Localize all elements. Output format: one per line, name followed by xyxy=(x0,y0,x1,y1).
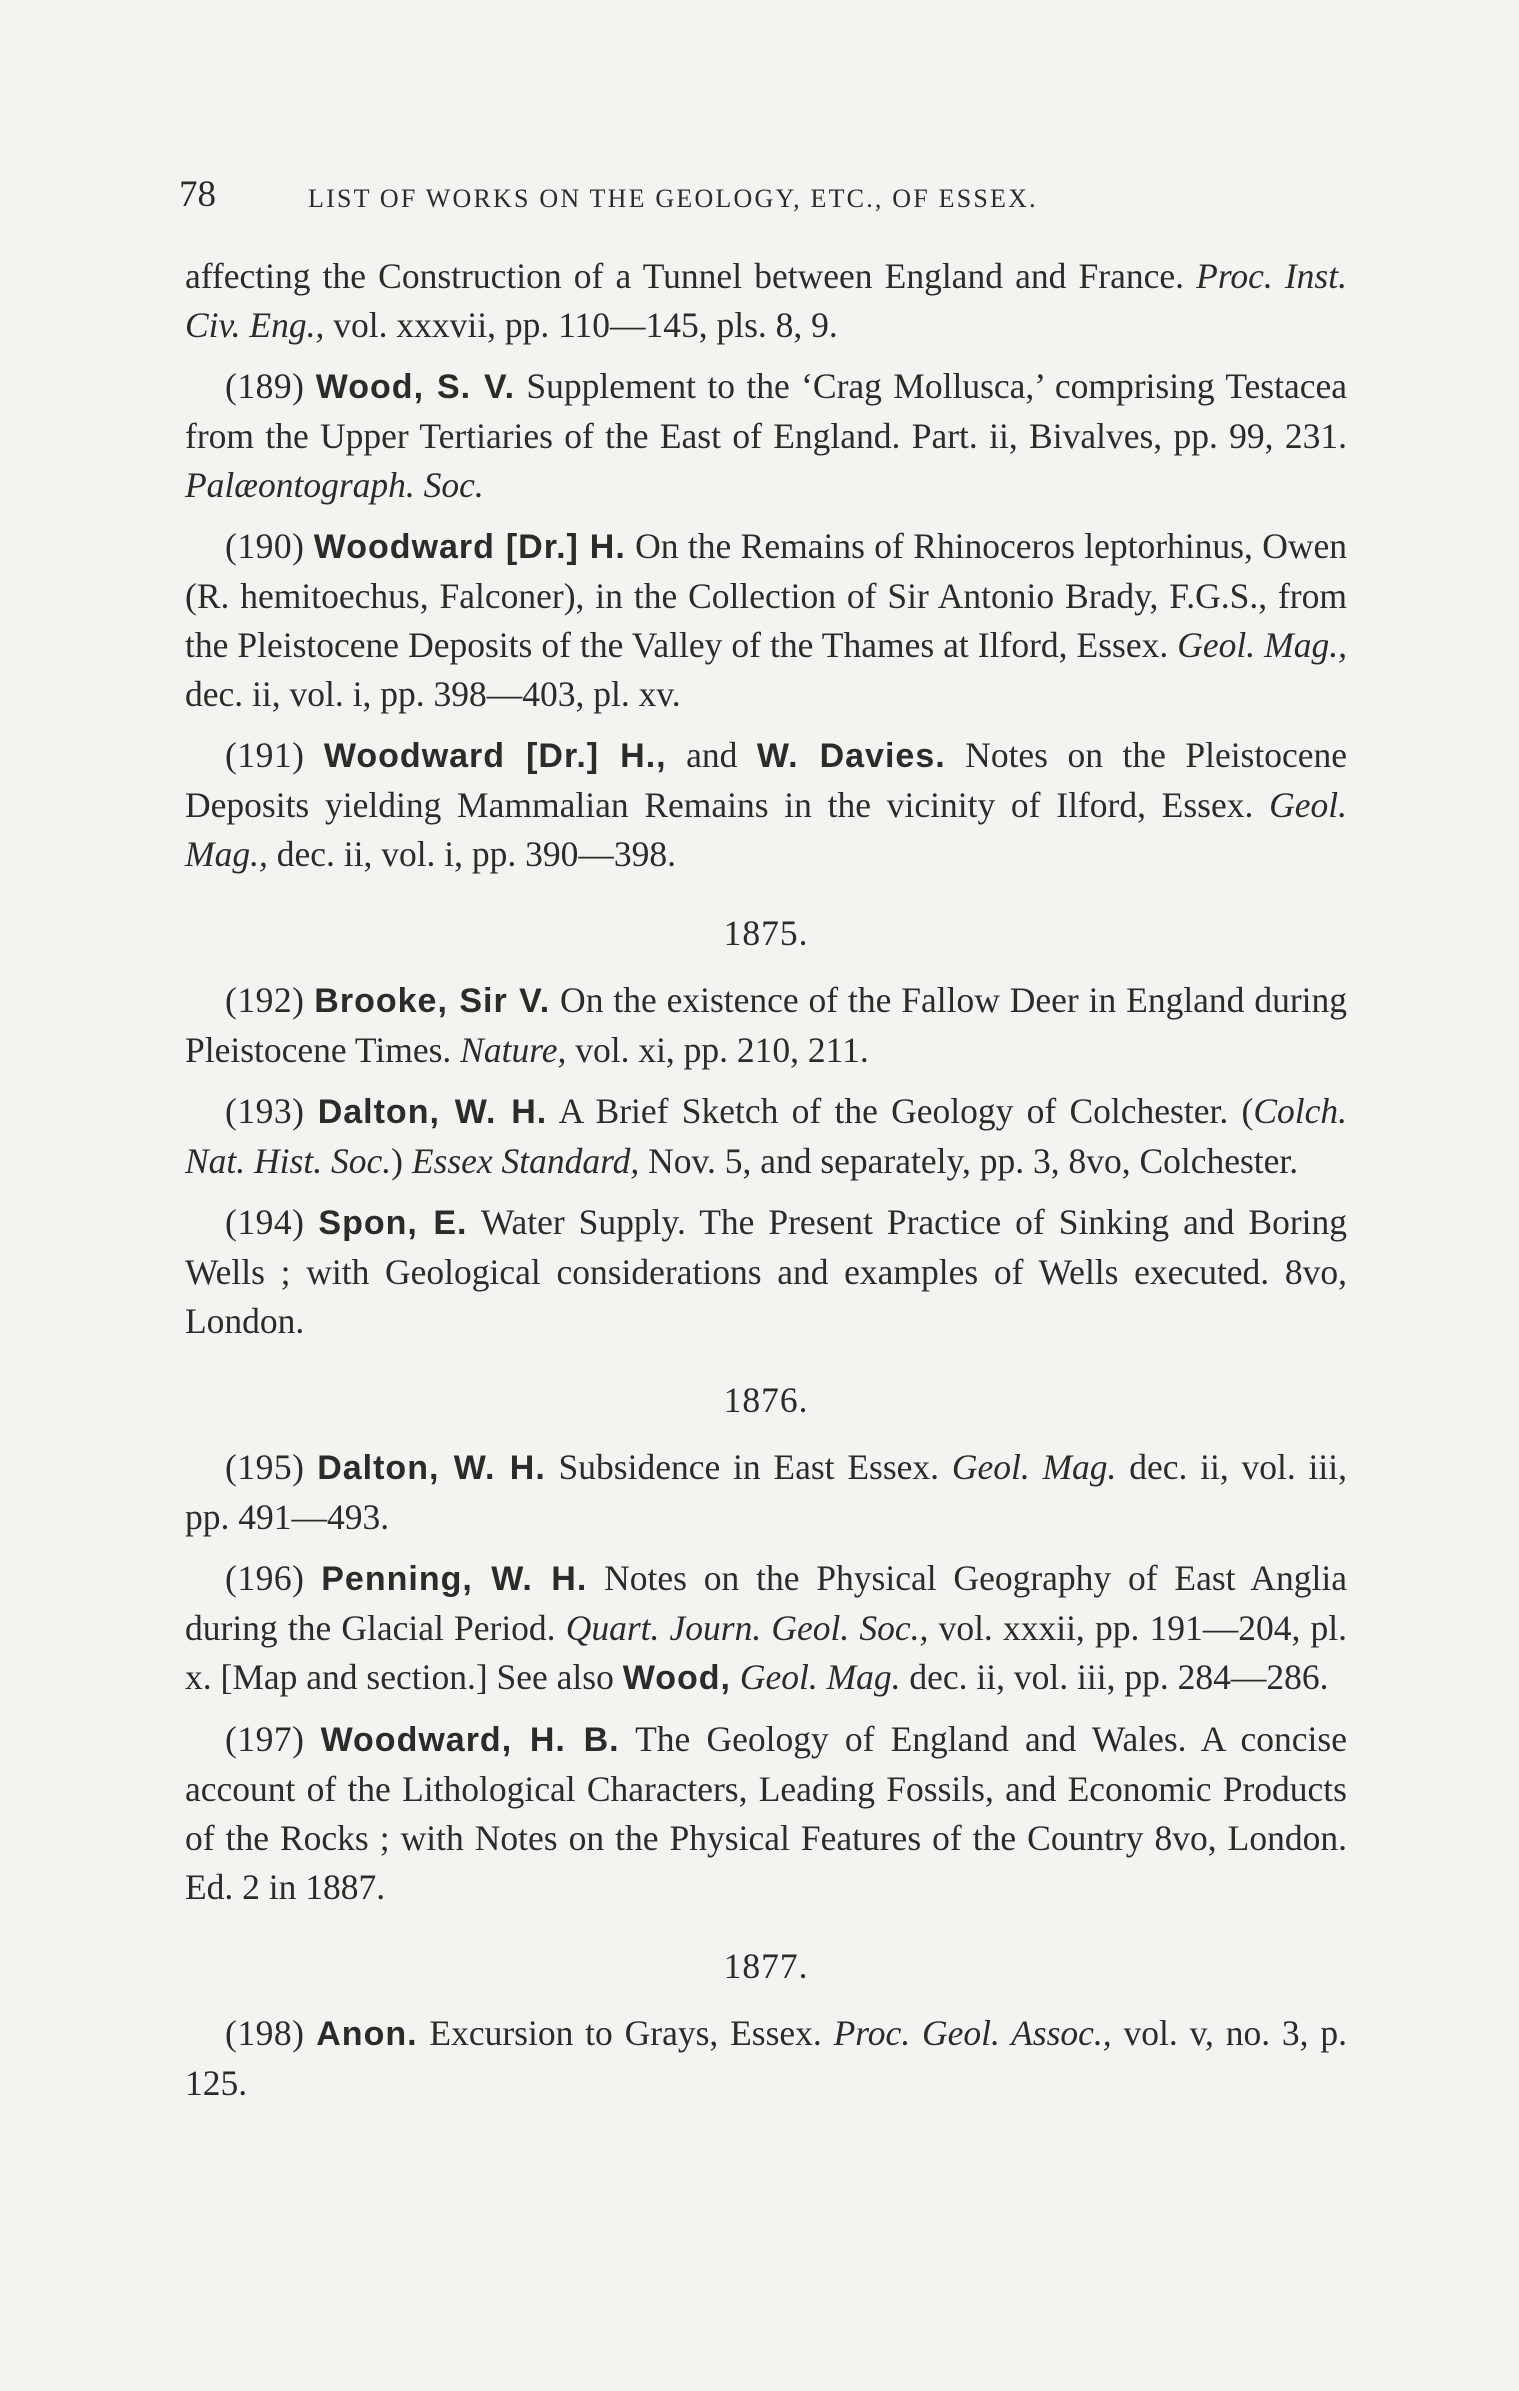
entry-spacer xyxy=(731,1657,740,1697)
entry-text: The Geology of England and Wales. A concise account of the Lithological Characters, Leading Fossils, and Economic Products of the Rocks ; with Notes on the Physical Features of the Country 8vo, London. Ed. 2 in 1887. xyxy=(185,1719,1347,1907)
year-heading-1876: 1876. xyxy=(723,1380,809,1420)
bibliography-entry-198 xyxy=(185,2009,1347,2108)
entry-author: Anon. xyxy=(316,2015,418,2053)
entry-text: Supplement to the ‘Crag Mollusca,’ comprising Testacea from the Upper Tertiaries of the East of England. Part. ii, Bivalves, pp. 99, 231. xyxy=(185,366,1347,456)
entry-text: affecting the Construction of a Tunnel between England and France. xyxy=(185,256,1184,296)
bibliography-entry-189 xyxy=(185,362,1347,510)
journal-title: Nature, xyxy=(460,1030,567,1070)
newspaper-title: Essex Standard, xyxy=(411,1141,640,1181)
entry-citation: vol. xi, pp. 210, 211. xyxy=(566,1030,869,1070)
bibliography-entry-190 xyxy=(185,522,1347,719)
year-heading-1875: 1875. xyxy=(723,913,809,953)
entry-citation: vol. v, no. 3, p. 125. xyxy=(185,2013,1348,2103)
entry-text: Excursion to Grays, Essex. xyxy=(417,2013,834,2053)
journal-title-2: Geol. Mag. xyxy=(739,1657,901,1697)
entry-conjunction: and xyxy=(666,735,757,775)
bibliography-entry-191 xyxy=(185,731,1347,879)
entry-number: (191) xyxy=(225,735,305,775)
entry-author: Penning, W. H. xyxy=(321,1560,588,1598)
journal-title: Geol. Mag., xyxy=(1177,625,1347,665)
journal-title: Geol. Mag., xyxy=(185,785,1347,874)
document-page xyxy=(179,172,1348,2120)
entry-text: Water Supply. The Present Practice of Sinking and Boring Wells ; with Geological considerations and examples of Wells executed. 8vo, London. xyxy=(185,1202,1348,1341)
entry-citation: Nov. 5, and separately, pp. 3, 8vo, Colchester. xyxy=(639,1141,1299,1181)
year-heading-1877: 1877. xyxy=(723,1946,809,1986)
running-title: LIST OF WORKS ON THE GEOLOGY, ETC., OF ESSEX. xyxy=(308,184,1038,213)
entry-number: (197) xyxy=(225,1719,305,1759)
entry-text-mid: vol. xxxii, pp. 191—204, pl. x. [Map and section.] See also xyxy=(185,1608,1347,1697)
page-number: 78 xyxy=(179,174,216,215)
entry-author: Brooke, Sir V. xyxy=(314,982,551,1020)
entry-author: Dalton, W. H. xyxy=(317,1449,546,1487)
entry-citation: dec. ii, vol. iii, pp. 284—286. xyxy=(900,1657,1329,1697)
entry-number: (198) xyxy=(225,2013,305,2053)
journal-title: Proc. Inst. Civ. Eng., xyxy=(185,256,1347,345)
entry-number: (190) xyxy=(225,526,305,566)
entry-citation: dec. ii, vol. i, pp. 398—403, pl. xv. xyxy=(185,674,681,714)
running-head xyxy=(179,172,1347,216)
entry-text: Notes on the Physical Geography of East Anglia during the Glacial Period. xyxy=(185,1558,1348,1648)
entry-number: (196) xyxy=(225,1558,305,1598)
bibliography-entry-197 xyxy=(185,1715,1347,1912)
entry-text: Notes on the Pleistocene Deposits yielding Mammalian Remains in the vicinity of Ilford, Essex. xyxy=(185,735,1348,825)
entry-author: Dalton, W. H. xyxy=(317,1093,548,1131)
continuation-paragraph xyxy=(185,252,1347,350)
entry-author: Woodward [Dr.] H., xyxy=(323,737,667,775)
entry-text: On the existence of the Fallow Deer in England during Pleistocene Times. xyxy=(185,980,1348,1070)
journal-title: Proc. Geol. Assoc., xyxy=(833,2013,1112,2053)
entry-citation: vol. xxxvii, pp. 110—145, pls. 8, 9. xyxy=(324,305,838,345)
journal-title: Geol. Mag. xyxy=(951,1447,1117,1487)
journal-title: Colch. Nat. Hist. Soc. xyxy=(185,1091,1348,1181)
entry-number: (193) xyxy=(225,1091,305,1131)
entry-number: (195) xyxy=(225,1447,305,1487)
entry-author: Wood, S. V. xyxy=(315,368,516,406)
bibliography-entry-192 xyxy=(185,976,1347,1075)
entry-citation: dec. ii, vol. i, pp. 390—398. xyxy=(267,834,677,874)
entry-author: Woodward, H. B. xyxy=(320,1721,620,1759)
entry-cross-reference-author: Wood, xyxy=(622,1659,731,1697)
bibliography-entry-195 xyxy=(185,1443,1347,1542)
journal-title: Palæontograph. Soc. xyxy=(185,465,484,505)
entry-author: Spon, E. xyxy=(318,1204,468,1242)
entry-number: (192) xyxy=(225,980,305,1020)
entry-number: (194) xyxy=(225,1202,305,1242)
bibliography-entry-194 xyxy=(185,1198,1347,1346)
journal-title: Quart. Journ. Geol. Soc., xyxy=(565,1608,929,1648)
entry-author: Woodward [Dr.] H. xyxy=(313,528,626,566)
bibliography-entry-196 xyxy=(185,1554,1347,1703)
entry-text: A Brief Sketch of the Geology of Colchester. ( xyxy=(547,1091,1254,1131)
entry-text: On the Remains of Rhinoceros leptorhinus, Owen (R. hemitoechus, Falconer), in the Collection of Sir Antonio Brady, F.G.S., from the Pleistocene Deposits of the Valley of the Thames at Ilford, Essex. xyxy=(185,526,1348,665)
entry-text-mid: ) xyxy=(391,1141,412,1181)
entry-citation: dec. ii, vol. iii, pp. 491—493. xyxy=(185,1447,1347,1537)
bibliography-entry-193 xyxy=(185,1087,1347,1186)
entry-coauthor: W. Davies. xyxy=(756,737,946,775)
entry-text: Subsidence in East Essex. xyxy=(545,1447,952,1487)
entry-number: (189) xyxy=(225,366,305,406)
